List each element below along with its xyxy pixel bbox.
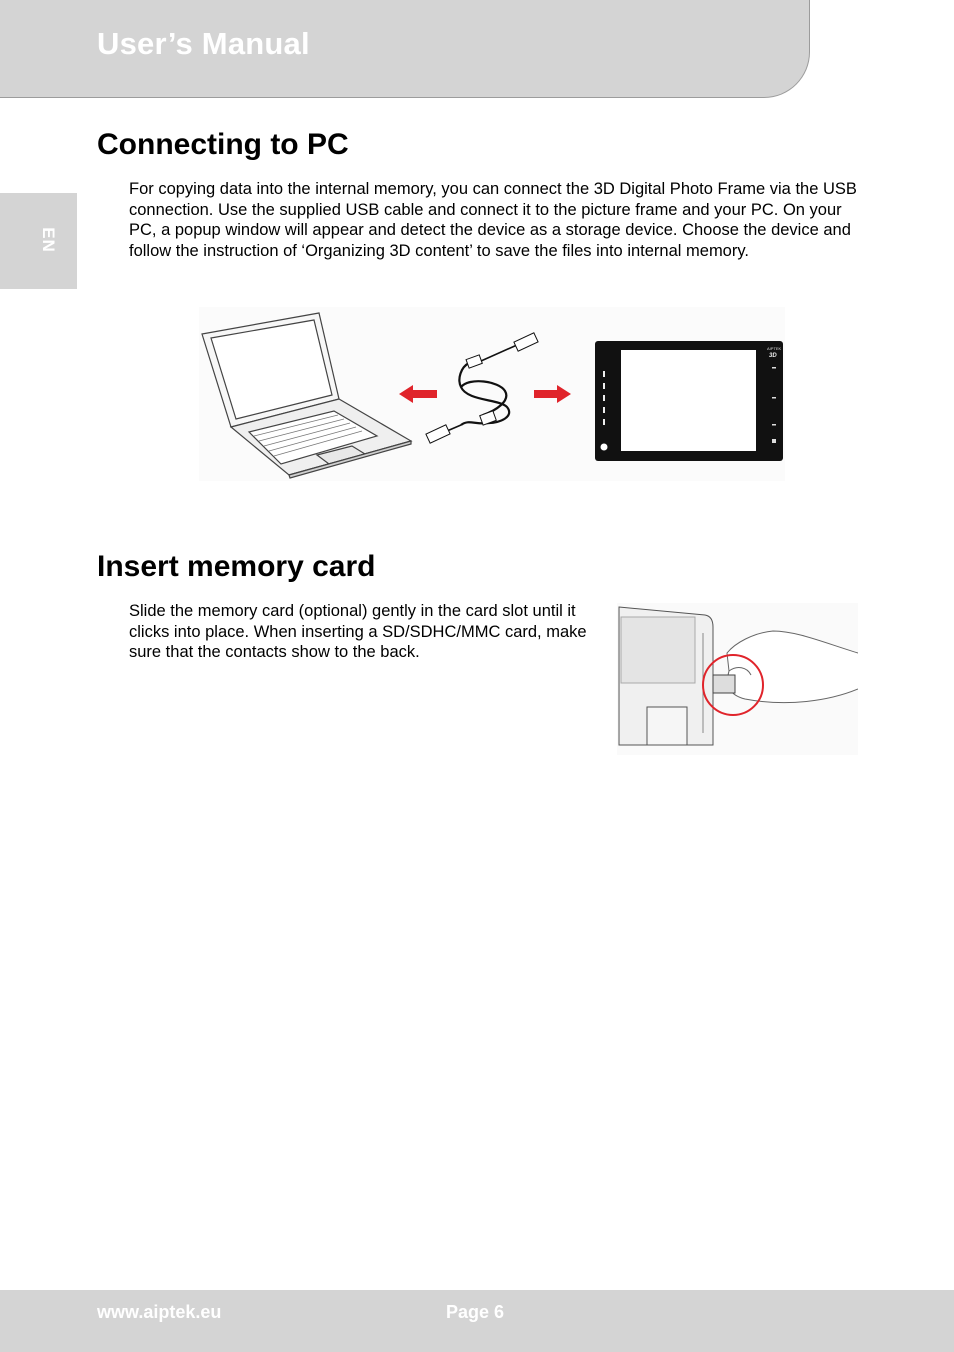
footer-url-link[interactable]: www.aiptek.eu — [97, 1302, 222, 1322]
frame-brand-label: AIPTEK — [767, 346, 782, 351]
section-heading-connecting: Connecting to PC — [97, 128, 349, 161]
memory-card-image — [713, 675, 735, 693]
connection-illustration — [199, 307, 785, 481]
photo-frame-image — [595, 341, 783, 461]
frame-back-image — [619, 607, 713, 745]
memory-card-illustration — [617, 603, 858, 755]
section-body-connecting: For copying data into the internal memory, you can connect the 3D Digital Photo Frame via the USB connection. Use the supplied USB cable and connect it to the picture frame and your PC. On your PC, a popup window will appear and detect the device as a storage device. Choose the device and follow the instruction of ‘Organizing 3D content’ to save the files into internal memory. — [129, 180, 857, 260]
page-number: Page 6 — [446, 1302, 505, 1322]
page-title: User’s Manual — [97, 26, 310, 61]
language-tab-label: EN — [39, 227, 58, 253]
section-body-memory-card: Slide the memory card (optional) gently in the card slot until it clicks into place. When inserting a SD/SDHC/MMC card, make sure that the contacts show to the back. — [129, 602, 587, 662]
section-heading-memory-card: Insert memory card — [97, 550, 376, 583]
frame-3d-label: 3D — [769, 353, 777, 359]
